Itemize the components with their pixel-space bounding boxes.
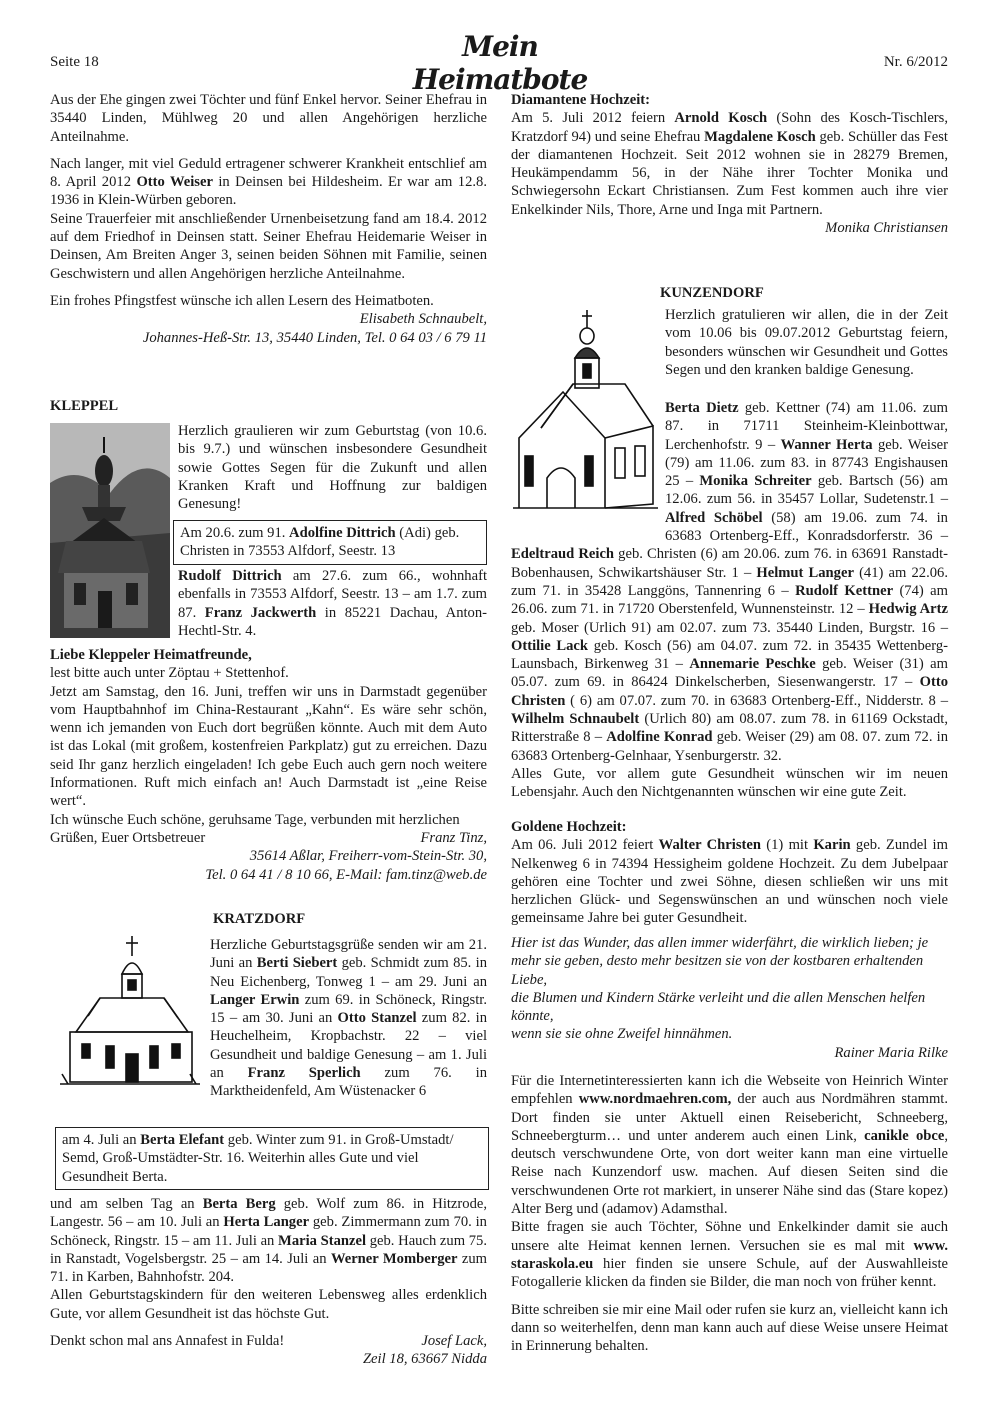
golden-wedding: Goldene Hochzeit: Am 06. Juli 2012 feiert Walter Christen (1) mit Karin geb. Zundel im Nelkenweg 6 in 74394 Hessigheim goldene Hochzeit. Zu dem Jubelpaar gehören eine Tochter und zwei Söhne, diesen schließen wir uns mit herzlichen Glück- und Segenswünschen an und wünschen noch viele gemeinsame Jahre bei guter Gesundheit. [511, 819, 948, 927]
person-name: Otto Weiser [136, 174, 213, 191]
person-name: Rudolf Kettner [795, 582, 894, 599]
person-name: Berta Elefant [140, 1132, 225, 1148]
kleppel-church-photo [50, 423, 170, 638]
person-name: Werner Momberger [330, 1250, 458, 1267]
person-name: Otto Stanzel [337, 1010, 417, 1027]
masthead-logo: Mein Heimatbote [412, 30, 588, 96]
person-name: Edeltraud Reich [511, 546, 615, 563]
diamond-wedding: Diamantene Hochzeit: Am 5. Juli 2012 feiern Arnold Kosch (Sohn des Kosch-Tischlers, Kratzdorf 94) und seine Ehefrau Magdalene Kosch geb. Schüller das Fest der diamantenen Hochzeit. Seit 2012 wohnen sie in 28279 Bremen, Heukämpendamm 56, in der Nähe ihrer Tochter Monika und Schwiegersohn Eckart Christiansen. Zum Fest kommen auch ihre vier Enkelkinder Nils, Thore, Arne und Inga mit Partnern. Monika Christiansen [511, 92, 948, 237]
person-name: Langer Erwin [210, 991, 300, 1008]
website-link[interactable]: www. staraskola.eu [511, 1237, 948, 1272]
person-name: Berta Berg [202, 1196, 276, 1212]
person-name: Annemarie Peschke [689, 656, 816, 673]
person-name: Wilhelm Schnaubelt [511, 711, 640, 728]
person-name: Magdalene Kosch [704, 128, 816, 145]
person-name: Arnold Kosch [674, 110, 768, 127]
poem-author: Rainer Maria Rilke [834, 1044, 948, 1061]
person-name: Adolfine Konrad [606, 729, 713, 746]
signature-contact: Tel. 0 64 41 / 8 10 66, E-Mail: fam.tinz@web.de [205, 866, 487, 883]
signature-address: Johannes-Heß-Str. 13, 35440 Linden, Tel. 0 64 03 / 6 79 11 [142, 329, 487, 346]
person-name: Monika Schreiter [699, 473, 812, 490]
rilke-poem: Hier ist das Wunder, das allen immer widerfährt, die wirklich lieben; je mehr sie geben, desto mehr besitzen sie von der kostbaren erhaltenden Liebe, die Blumen und Kindern Stärke verleiht und die allen Menschen helfen könnte, wenn sie sie ohne Zweifel hinnähmen. Rainer Maria Rilke [511, 935, 948, 1061]
website-link[interactable]: canikle obce [864, 1127, 945, 1144]
person-name: Berti Siebert [256, 955, 338, 972]
signature-address: Zeil 18, 63667 Nidda [362, 1351, 487, 1368]
paragraph: Nach langer, mit viel Geduld ertragener schwerer Krankheit entschlief am 8. April 2012 Otto Weiser in Deinsen bei Hildesheim. Er war am 12.8. 1936 in Klein-Würben geboren. [50, 155, 487, 209]
issue-number: Nr. 6/2012 [883, 54, 948, 70]
person-name: Otto Christen [511, 674, 948, 709]
website-link[interactable]: www.nordmaehren.com, [578, 1091, 732, 1108]
person-name: Franz Sperlich [247, 1065, 361, 1082]
greeting-title: Liebe Kleppeler Heimatfreunde, [50, 647, 252, 663]
person-name: Berta Dietz [665, 400, 739, 416]
signature: Josef Lack, [421, 1333, 487, 1350]
section-title-kleppel: KLEPPEL [50, 398, 119, 414]
section-title-diamond: Diamantene Hochzeit: [511, 92, 651, 108]
paragraph: Aus der Ehe gingen zwei Töchter und fünf Enkel hervor. Seiner Ehefrau in 35440 Linden, Mühlweg 20 und allen Angehörigen herzliche Anteilnahme. [50, 92, 487, 145]
kratzdorf-highlight-box: am 4. Juli an Berta Elefant geb. Winter zum 91. in Groß-Umstadt/ Semd, Groß-Umstädter-Str. 16. Weiterhin alles Gute und viel Gesundheit Berta. [55, 1127, 489, 1190]
kleppel-birthdays: Rudolf Dittrich am 27.6. zum 66., wohnhaft ebenfalls in 73553 Alfdorf, Seestr. 13 – am 1.7. zum 87. Franz Jackwerth in 85221 Dachau, Anton-Hechtl-Str. 4. [178, 568, 487, 639]
person-name: Rudolf Dittrich [178, 568, 282, 584]
section-title-golden: Goldene Hochzeit: [511, 819, 627, 835]
kratzdorf-church-drawing [60, 934, 200, 1089]
person-name: Karin [813, 837, 851, 854]
person-name: Franz Jackwerth [204, 604, 317, 621]
left-column [50, 91, 487, 347]
kleppel-letter: Liebe Kleppeler Heimatfreunde, lest bitte auch unter Zöptau + Stettenhof. Jetzt am Samstag, den 16. Juni, treffen wir uns in Darmstadt gegenüber vom Hauptbahnhof im China-Restaurant „Kahn“. Es wäre sehr schön, wenn ich jemanden von Euch dort begrüßen könnte. Auch mit dem Auto ist das Lokal (mit großem, kostenfreien Parkplatz) gut zu erreichen. Dazu seid Ihr ganz herzlich eingeladen! Ich gebe Euch auch gern noch weitere Informationen. Ruft mich einfach an! Auch Darmstadt ist „eine Reise wert“. Ich wünsche Euch schöne, geruhsame Tage, verbunden mit herzlichen Grüßen, Euer Ortsbetreuer Franz Tinz, 35614 Aßlar, Freiherr-vom-Stein-Str. 30, Tel. 0 64 41 / 8 10 66, E-Mail: fam.tinz@web.de [50, 647, 487, 883]
person-name: Helmut Langer [756, 564, 854, 581]
person-name: Adolfine Dittrich [289, 525, 396, 541]
kunzendorf-birthdays: Berta Dietz geb. Kettner (74) am 11.06. zum 87. in 71711 Steinheim-Kleinbottwar, Lerchenhofstr. 9 – Wanner Herta geb. Weiser (79) am 11.06. zum 83. in 87743 Engishausen 25 – Monika Schreiter geb. Bartsch (56) am 12.06. zum 56. in 35457 Lollar, Sudetenstr.1 – Alfred Schöbel (58) am 19.06. zum 74. in 63683 Ortenberg-Eff., Konradsdorferstr. 36 – Edeltraud Reich geb. Christen (6) am 20.06. zum 76. in 63691 Ranstadt-Bobenhausen, Schwikartshäuser Str. 1 – Helmut Langer (41) am 22.06. zum 71. in 35428 Langgöns, Tannenring 6 – Rudolf Kettner (74) am 26.06. zum 71. in 71720 Oberstenfeld, Wunnensteinstr. 12 – Hedwig Artz geb. Moser (Urlich 91) am 02.07. zum 73. 35440 Linden, Burgstr. 16 – Ottilie Lack geb. Kosch (56) am 04.07. zum 72. in 35435 Wettenberg-Launsbach, Birkenweg 31 – Annemarie Peschke geb. Weiser (31) am 05.07. zum 69. in 86424 Dinkelscherben, Siesenwangerstr. 17 – Otto Christen ( 6) am 07.07. zum 70. in 63683 Ortenberg-Eff., Nidderstr. 8 – Wilhelm Schnaubelt (Urlich 80) am 08.07. zum 78. in 61169 Ockstadt, Ritterstraße 8 – Adolfine Konrad geb. Weiser (29) am 08. 07. zum 72. in 63683 Ortenberg-Gelnhaar, Ysenburgerstr. 32. Alles Gute, vor allem gute Gesundheit wünschen wir im neuen Lebensjahr. Auch den Nichtgenannten wünschen wir eine gute Zeit. [511, 400, 949, 801]
web-recommendation: Für die Internetinteressierten kann ich die Webseite von Heinrich Winter empfehlen www.nordmaehren.com, der auch aus Nordmähren stammt. Dort finden sie unter Aktuell einen Reisebericht, Schneeberg, Schneebergturm… und unter anderem auch einen Link, canikle obce, deutsch verschwundene Orte, von dort weiter kann man eine virtuelle Reise nach Kunzendorf usw. machen. Auf diesen Seiten sind die verschwundenen Orte rot markiert, in unserer Nähe sind das (Stare kopez) Alter Berg und (adamov) Adamsthal. Bitte fragen sie auch Töchter, Söhne und Enkelkinder damit sie auch unsere alte Heimat kennen lernen. Versuchen sie es mal mit www. staraskola.eu hier finden sie unsere Schule, auf der Auswahlleiste Fotogallerie klicken da finden sie Bilder, die man noch von früher kennt. Bitte schreiben sie mir eine Mail oder rufen sie kurz an, vielleicht kann ich dann so weiterhelfen, denn man kann auch auf diese Weise unsere Heimat in Erinnerung behalten. [511, 1073, 948, 1355]
kleppel-intro: Herzlich graulieren wir zum Geburtstag (von 10.6. bis 9.7.) und wünschen insbesondere Gesundheit sowie Gottes Segen für die Zukunft und allen Kranken Kraft und Hoffnung zur baldigen Genesung! [178, 423, 487, 513]
person-name: Hedwig Artz [868, 601, 948, 618]
person-name: Herta Langer [223, 1214, 310, 1231]
kunzendorf-intro: Herzlich gratulieren wir allen, die in der Zeit vom 10.06 bis 09.07.2012 Geburtstag feiern, besonders wünschen wir Gesundheit und Gottes Segen und den kranken baldige Genesung. [665, 307, 948, 378]
paragraph: Seine Trauerfeier mit anschließender Urnenbeisetzung fand am 18.4. 2012 auf dem Friedhof in Deinsen statt. Seiner Ehefrau Heidemarie Weiser in Deinsen, Am Breiten Anger 3, seinen beiden Söhnen mit Familie, seinen Geschwistern und allen Angehörigen herzliche Anteilnahme. [50, 210, 487, 282]
paragraph: Ein frohes Pfingstfest wünsche ich allen Lesern des Heimatboten. [50, 292, 434, 309]
person-name: Walter Christen [658, 837, 761, 854]
kratzdorf-continued: und am selben Tag an Berta Berg geb. Wolf zum 86. in Hitzrode, Langestr. 56 – am 10. Juli an Herta Langer geb. Zimmermann zum 70. in Schöneck, Ringstr. 15 – am 11. Juli an Maria Stanzel geb. Hauch zum 75. in Ranstadt, Vogelsbergstr. 25 – am 14. Juli an Werner Momberger zum 71. in Karben, Bahnhofstr. 204. Allen Geburtstagskindern für den weiteren Lebensweg alles erdenklich Gute, vor allem Gesundheit ist das höchste Gut. Denkt schon mal ans Annafest in Fulda! Josef Lack, Zeil 18, 63667 Nidda [50, 1196, 488, 1368]
signature: Elisabeth Schnaubelt, [359, 311, 487, 328]
signature: Franz Tinz, [420, 829, 487, 846]
signature-address: 35614 Aßlar, Freiherr-vom-Stein-Str. 30, [249, 848, 487, 865]
section-title-kratzdorf: KRATZDORF [213, 911, 306, 927]
kleppel-highlight-box: Am 20.6. zum 91. Adolfine Dittrich (Adi) geb. Christen in 73553 Alfdorf, Seestr. 13 [173, 520, 487, 565]
person-name: Ottilie Lack [511, 637, 589, 654]
person-name: Wanner Herta [780, 436, 873, 453]
page-number: Seite 18 [50, 54, 99, 70]
person-name: Maria Stanzel [278, 1232, 367, 1249]
kratzdorf-birthdays: Herzliche Geburtstagsgrüße senden wir am 21. Juni an Berti Siebert geb. Schmidt zum 85. in Neu Eichenberg, Tonweg 1 – am 29. Juni an Langer Erwin zum 69. in Schöneck, Ringstr. 15 – am 30. Juni an Otto Stanzel zum 82. in Heuchelheim, Kropbachstr. 22 – viel Gesundheit und baldige Genesung – am 1. Juli an Franz Sperlich zum 76. in Marktheidenfeld, Am Wüstenacker 6 [210, 937, 487, 1100]
person-name: Alfred Schöbel [665, 509, 763, 526]
signature: Monika Christiansen [825, 220, 948, 237]
section-title-kunzendorf: KUNZENDORF [660, 285, 764, 301]
